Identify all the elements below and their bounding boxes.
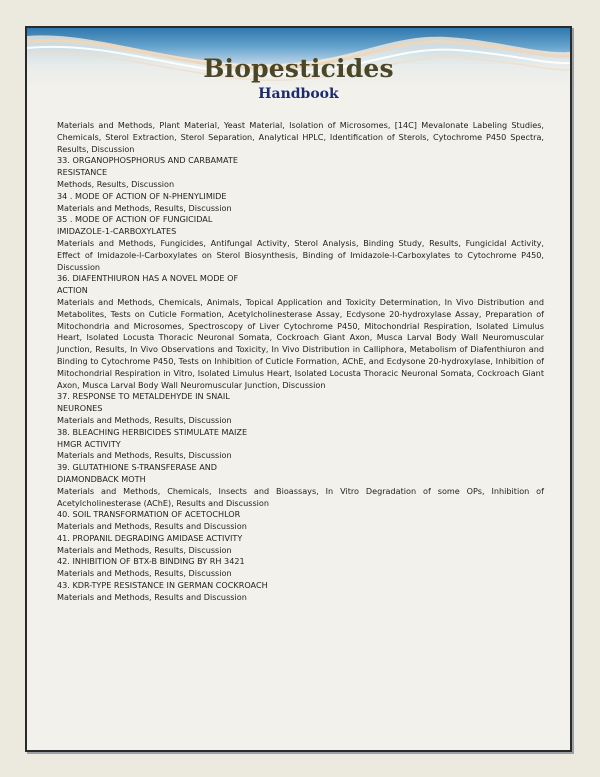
contents-entry-line: Materials and Methods, Results, Discussion <box>57 568 232 579</box>
contents-entry-line: NEURONES <box>57 403 103 414</box>
contents-entry-line: Materials and Methods, Results, Discussion <box>57 414 232 425</box>
contents-entry-line: Materials and Methods, Results and Discussion <box>57 591 247 602</box>
contents-entry-line: 34 . MODE OF ACTION OF N-PHENYLIMIDE <box>57 190 227 201</box>
contents-entry-line: 43. KDR-TYPE RESISTANCE IN GERMAN COCKROACH <box>57 580 268 591</box>
contents-entry-line: 36. DIAFENTHIURON HAS A NOVEL MODE OF <box>57 273 239 284</box>
contents-entry-line: Materials and Methods, Results, Discussion <box>57 450 232 461</box>
contents-entry-details: Materials and Methods, Chemicals, Insects and Bioassays, In Vitro Degradation of some OPs, Inhibition of Acetylcholinesterase (AChE), Results and Discussion <box>57 485 544 508</box>
contents-entry-line: 42. INHIBITION OF BTX-B BINDING BY RH 3421 <box>57 556 245 567</box>
contents-entry-line: 39. GLUTATHIONE S-TRANSFERASE AND <box>57 462 218 473</box>
contents-entry-line: IMIDAZOLE-1-CARBOXYLATES <box>57 226 177 237</box>
contents-entry-line: 33. ORGANOPHOSPHORUS AND CARBAMATE <box>57 155 238 166</box>
contents-entry-line: HMGR ACTIVITY <box>57 438 121 449</box>
contents-entry-line: RESISTANCE <box>57 167 108 178</box>
contents-entry-line: 35 . MODE OF ACTION OF FUNGICIDAL <box>57 214 213 225</box>
contents-entry-details: Materials and Methods, Fungicides, Antifungal Activity, Sterol Analysis, Binding Study, Results, Fungicidal Activity, Effect of Imidazole-l-Carboxylates on Sterol Biosynthesis, Binding of Imidazole-l-Carboxylates to Cytochrome P450, Discussion <box>57 237 544 272</box>
contents-entry-line: 38. BLEACHING HERBICIDES STIMULATE MAIZE <box>57 426 248 437</box>
page-frame <box>25 26 572 752</box>
contents-entry-line: Materials and Methods, Results, Discussion <box>57 544 232 555</box>
title-block <box>27 54 570 103</box>
contents-entry-details: Materials and Methods, Plant Material, Yeast Material, Isolation of Microsomes, [14C] Mevalonate Labeling Studies, Chemicals, Sterol Extraction, Sterol Separation, Analytical HPLC, Identification of Sterols, Cytochrome P450 Spectra, Results, Discussion <box>57 120 544 154</box>
contents-entry-line: 41. PROPANIL DEGRADING AMIDASE ACTIVITY <box>57 532 243 543</box>
contents-entry-line: Methods, Results, Discussion <box>57 178 175 189</box>
document-title: Biopesticides <box>203 54 394 83</box>
document-subtitle: Handbook <box>258 86 339 102</box>
contents-entry-line: Materials and Methods, Results, Discussion <box>57 202 232 213</box>
contents-entry-line: 40. SOIL TRANSFORMATION OF ACETOCHLOR <box>57 509 241 520</box>
contents-entry-line: 37. RESPONSE TO METALDEHYDE IN SNAIL <box>57 391 230 402</box>
contents-entry-details: Materials and Methods, Chemicals, Animals, Topical Application and Toxicity Determination, In Vivo Distribution and Metabolites, Tests on Cuticle Formation, Acetylcholinesterase Assay, Ecdysone 20-hydroxylase Assay, Preparation of Mitochondria and Microsomes, Spectroscopy of Liver Cytochrome P450, Mitochondrial Respiration, Isolated Limulus Heart, Isolated Locusta Thoracic Neuronal Somata, Cockroach Giant Axon, Musca Larval Body Wall Neuromuscular Junction, Results, In Vivo Observations and Toxicity, In Vivo Distribution in Calliphora, Metabolism of Diafenthiuron and Binding to Cytochrome P450, Tests on Inhibition of Cuticle Formation, AChE, and Ecdysone 20-hydroxylase, Inhibition of Mitochondrial Respiration in Vitro, Isolated Limulus Heart, Isolated Locusta Thoracic Neuronal Somata, Cockroach Giant Axon, Musca Larval Body Wall Neuromuscular Junction, Discussion <box>57 296 544 390</box>
contents-entry-line: ACTION <box>57 285 88 296</box>
contents-entry-line: Materials and Methods, Results and Discussion <box>57 521 247 532</box>
contents-list <box>57 120 544 604</box>
contents-entry-line: DIAMONDBACK MOTH <box>57 473 146 484</box>
